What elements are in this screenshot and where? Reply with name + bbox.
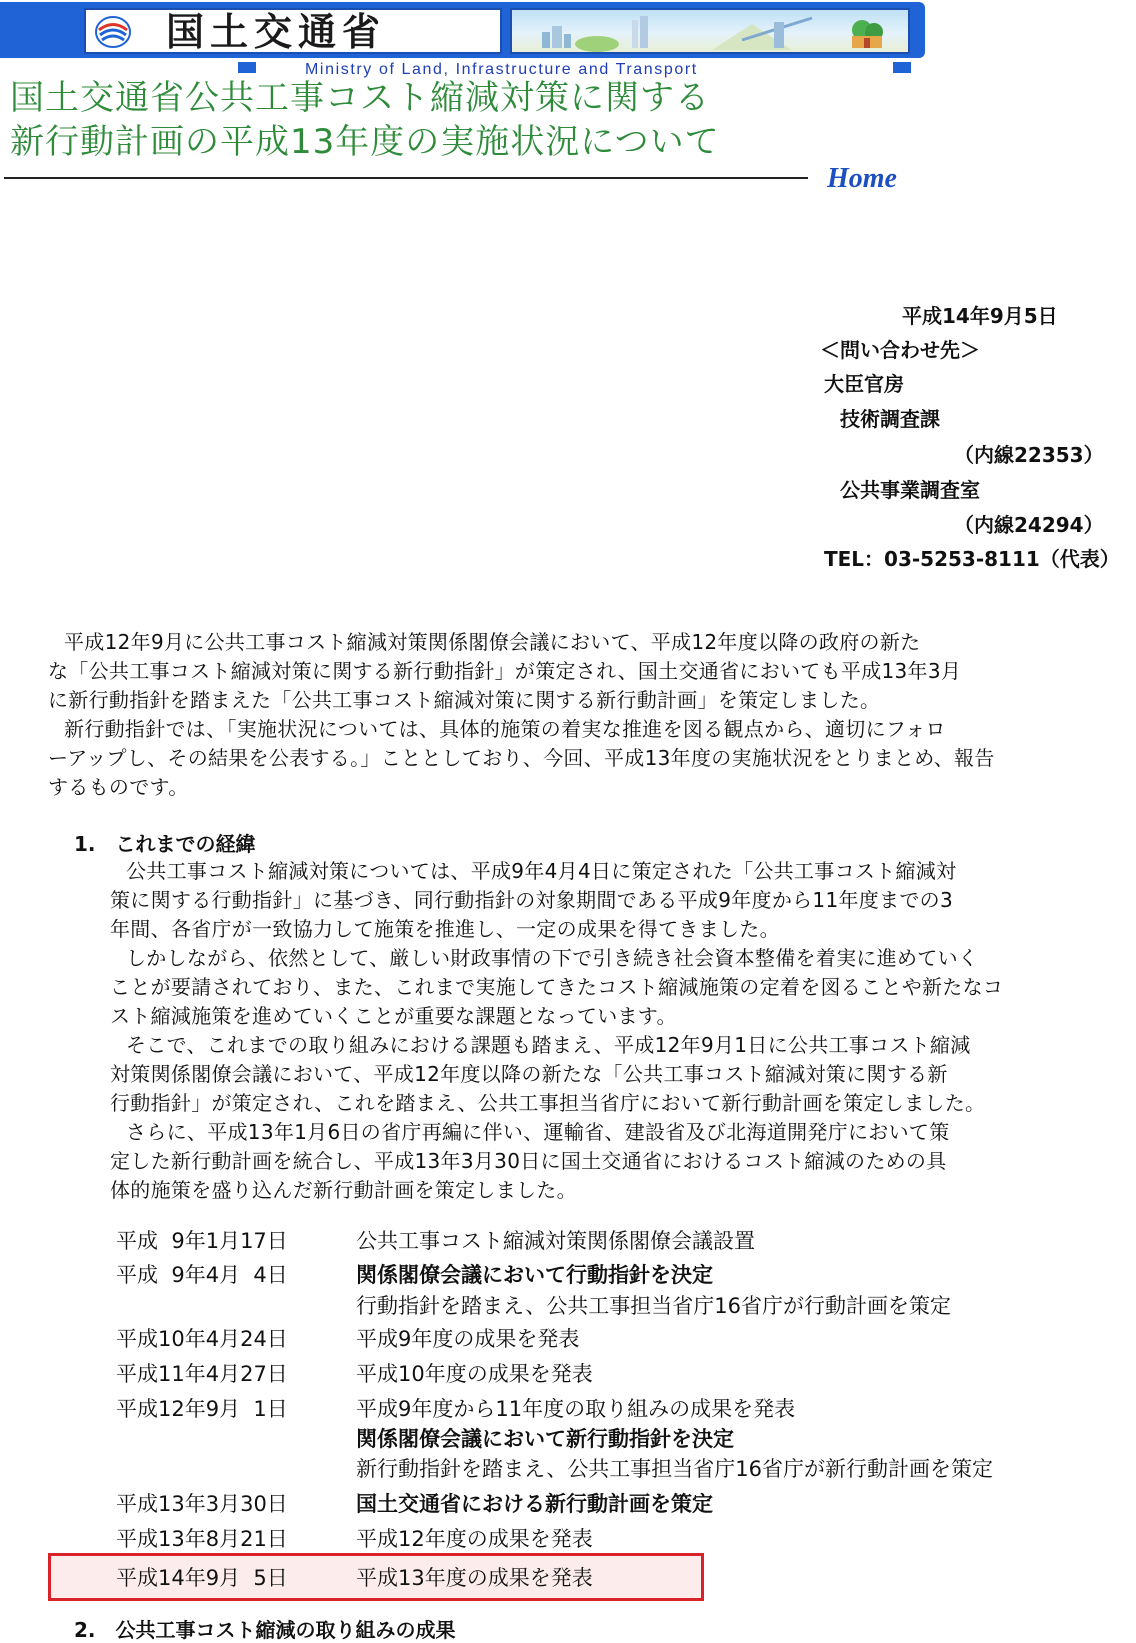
contact-dept: 大臣官房 [824, 372, 904, 396]
timeline-event: 平成13年度の成果を発表 [356, 1566, 593, 1590]
timeline-date: 平成13年8月21日 [116, 1527, 288, 1551]
timeline-event: 関係閣僚会議において新行動指針を決定 [356, 1427, 734, 1451]
section-1-line: 対策関係閣僚会議において、平成12年度以降の新たな「公共工事コスト縮減対策に関する新 [110, 1062, 948, 1086]
contact-extension-2: （内線24294） [954, 513, 1104, 537]
section-1-line: 体的施策を盛り込んだ新行動計画を策定しました。 [110, 1178, 577, 1202]
timeline-date: 平成13年3月30日 [116, 1492, 288, 1516]
contact-division-2: 公共事業調査室 [840, 478, 980, 502]
timeline-event: 国土交通省における新行動計画を策定 [356, 1492, 713, 1516]
intro-line: するものです。 [48, 775, 189, 799]
section-1-line: 策に関する行動指針」に基づき、同行動指針の対象期間である平成9年度から11年度までの3 [110, 888, 953, 912]
intro-line: な「公共工事コスト縮減対策に関する新行動指針」が策定され、国土交通省においても平成13年3月 [48, 659, 962, 683]
timeline-date: 平成 9年1月17日 [116, 1229, 288, 1253]
section-1-body [110, 857, 1003, 1205]
section-1-line: そこで、これまでの取り組みにおける課題も踏まえ、平成12年9月1日に公共工事コスト縮減 [126, 1033, 971, 1057]
ministry-emblem-icon [94, 15, 132, 49]
intro-line: に新行動指針を踏まえた「公共工事コスト縮減対策に関する新行動計画」を策定しました。 [48, 688, 881, 712]
timeline-date: 平成10年4月24日 [116, 1327, 288, 1351]
intro-line: ーアップし、その結果を公表する。」こととしており、今回、平成13年度の実施状況をとりまとめ、報告 [48, 746, 995, 770]
contact-telephone: TEL：03-5253-8111（代表） [824, 547, 1120, 571]
timeline-event: 平成9年度の成果を発表 [356, 1327, 580, 1351]
contact-division-1: 技術調査課 [840, 407, 940, 431]
timeline-event: 行動指針を踏まえ、公共工事担当省庁16省庁が行動計画を策定 [356, 1294, 951, 1318]
section-1-heading: 1. これまでの経緯 [74, 832, 256, 856]
section-1-line: 年間、各省庁が一致協力して施策を推進し、一定の成果を得てきました。 [110, 917, 780, 941]
timeline-date: 平成14年9月 5日 [116, 1566, 288, 1590]
city-scenery-icon [512, 10, 908, 52]
section-2-heading: 2. 公共工事コスト縮減の取り組みの成果 [74, 1618, 456, 1642]
timeline-date: 平成 9年4月 4日 [116, 1263, 288, 1287]
section-1-line: 定した新行動計画を統合し、平成13年3月30日に国土交通省におけるコスト縮減のための具 [110, 1149, 947, 1173]
timeline-event: 新行動指針を踏まえ、公共工事担当省庁16省庁が新行動計画を策定 [356, 1457, 993, 1481]
page-title-line2: 新行動計画の平成13年度の実施状況について [10, 122, 720, 162]
logo-text: 国土交通省 [166, 10, 387, 54]
page-title-line1: 国土交通省公共工事コスト縮減対策に関する [10, 78, 710, 118]
contact-extension-1: （内線22353） [954, 443, 1104, 467]
title-divider [4, 177, 808, 179]
timeline-event: 公共工事コスト縮減対策関係閣僚会議設置 [356, 1229, 755, 1253]
decor-square-left [238, 62, 256, 73]
timeline-date: 平成11年4月27日 [116, 1362, 288, 1386]
contact-heading: ＜問い合わせ先＞ [820, 338, 980, 362]
section-1-line: さらに、平成13年1月6日の省庁再編に伴い、運輸省、建設省及び北海道開発庁において策 [126, 1120, 950, 1144]
section-1-line: 公共工事コスト縮減対策については、平成9年4月4日に策定された「公共工事コスト縮減対 [126, 859, 957, 883]
section-1-line: 行動指針」が策定され、これを踏まえ、公共工事担当省庁において新行動計画を策定しました。 [110, 1091, 986, 1115]
timeline-event: 関係閣僚会議において行動指針を決定 [356, 1263, 713, 1287]
timeline-event: 平成9年度から11年度の取り組みの成果を発表 [356, 1397, 796, 1421]
timeline-event: 平成12年度の成果を発表 [356, 1527, 593, 1551]
section-1-line: スト縮減施策を進めていくことが重要な課題となっています。 [110, 1004, 677, 1028]
decor-square-right [893, 62, 911, 73]
home-link[interactable]: Home [827, 163, 897, 194]
intro-line: 新行動指針では、「実施状況については、具体的施策の着実な推進を図る観点から、適切にフォロ [64, 717, 946, 741]
timeline-date: 平成12年9月 1日 [116, 1397, 288, 1421]
intro-line: 平成12年9月に公共工事コスト縮減対策関係閣僚会議において、平成12年度以降の政府の新た [64, 630, 921, 654]
intro-paragraph [48, 628, 995, 802]
section-1-line: ことが要請されており、また、これまで実施してきたコスト縮減施策の定着を図ることや新たなコ [110, 975, 1004, 999]
timeline-event: 平成10年度の成果を発表 [356, 1362, 593, 1386]
ministry-logo[interactable] [84, 8, 502, 54]
ministry-english-name: Ministry of Land, Infrastructure and Transport [305, 61, 698, 78]
scenery-banner-image [510, 8, 910, 54]
page-title [10, 76, 720, 164]
release-date: 平成14年9月5日 [902, 304, 1058, 328]
section-1-line: しかしながら、依然として、厳しい財政事情の下で引き続き社会資本整備を着実に進めていく [126, 946, 979, 970]
